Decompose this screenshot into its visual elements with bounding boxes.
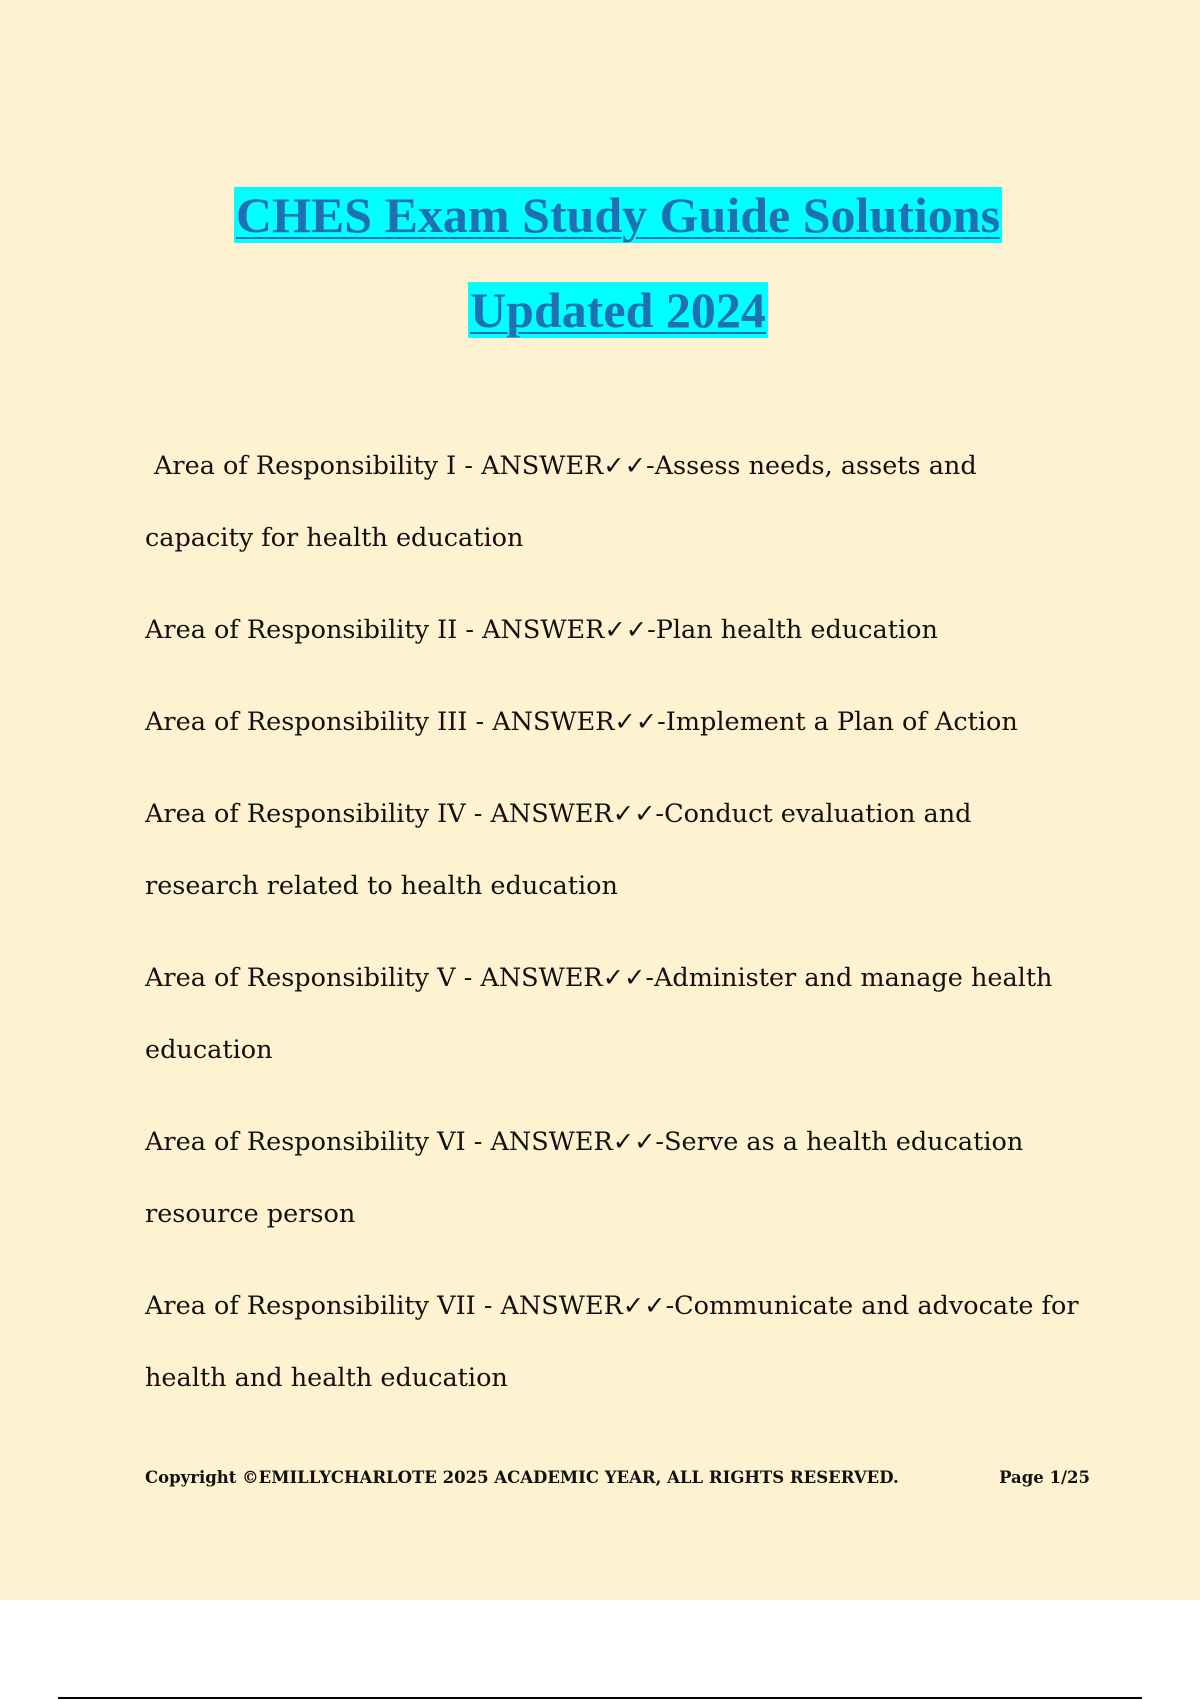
- page-number: Page 1/25: [999, 1468, 1090, 1487]
- qa-entry: [145, 430, 1090, 574]
- qa-entry: [145, 1270, 1090, 1414]
- entry-term: Area of Responsibility VII - ANSWER✓✓-: [145, 1291, 675, 1321]
- qa-entry: [145, 1106, 1090, 1250]
- page-footer: [145, 1468, 1090, 1487]
- qa-entry: [145, 594, 1090, 666]
- bottom-divider: [58, 1697, 1142, 1699]
- title-text-1: CHES Exam Study Guide Solutions: [235, 187, 1001, 243]
- title-line-2: [0, 263, 1200, 358]
- title-text-2: Updated 2024: [470, 282, 766, 338]
- entry-term: Area of Responsibility V - ANSWER✓✓-: [145, 963, 654, 993]
- entry-answer: Plan health education: [655, 615, 938, 645]
- entry-term: Area of Responsibility III - ANSWER✓✓-: [145, 707, 666, 737]
- entry-term: Area of Responsibility II - ANSWER✓✓-: [145, 615, 656, 645]
- entry-answer: Administer and manage health education: [145, 963, 1053, 1065]
- entry-term: Area of Responsibility IV - ANSWER✓✓-: [145, 799, 665, 829]
- entry-answer: Assess needs, assets and capacity for health education: [145, 451, 977, 553]
- qa-entry: [145, 778, 1090, 922]
- entry-answer: Conduct evaluation and research related to health education: [145, 799, 972, 901]
- document-title: [0, 168, 1200, 358]
- qa-entry: [145, 686, 1090, 758]
- entry-answer: Communicate and advocate for health and health education: [145, 1291, 1079, 1393]
- qa-entry: [145, 942, 1090, 1086]
- entry-term: Area of Responsibility VI - ANSWER✓✓-: [145, 1127, 665, 1157]
- title-line-1: [0, 168, 1200, 263]
- copyright-notice: Copyright ©EMILLYCHARLOTE 2025 ACADEMIC YEAR, ALL RIGHTS RESERVED.: [145, 1468, 899, 1487]
- entry-answer: Serve as a health education resource person: [145, 1127, 1024, 1229]
- entry-term: Area of Responsibility I - ANSWER✓✓-: [154, 451, 655, 481]
- entry-answer: Implement a Plan of Action: [665, 707, 1018, 737]
- qa-list: [145, 430, 1090, 1434]
